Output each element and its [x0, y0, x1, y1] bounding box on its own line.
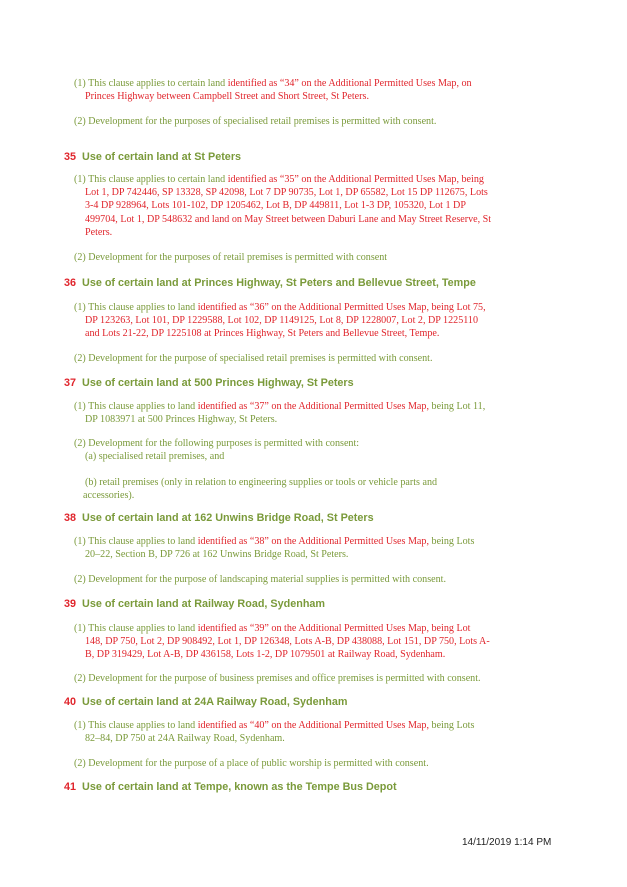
clause-37-title: Use of certain land at 500 Princes Highway, St Peters — [82, 377, 354, 389]
clause-34-sub1-lead: (1) This clause applies to certain land — [74, 78, 228, 89]
clause-37-paragraph-b-line1: (b) retail premises (only in relation to engineering supplies or tools or vehicle parts and — [85, 477, 438, 488]
clause-39-title: Use of certain land at Railway Road, Sydenham — [82, 598, 326, 610]
clause-41-number: 41 — [64, 781, 77, 793]
clause-40-heading — [64, 695, 347, 709]
clause-38-sub1-lead: (1) This clause applies to land — [74, 536, 198, 547]
clause-37-sub1-red: identified as “37” on the Additional Permitted Uses Map, — [197, 401, 429, 412]
clause-40-sub1-red: identified as “40” on the Additional Permitted Uses Map, — [197, 720, 429, 731]
clause-38-sub1-line2: 20–22, Section B, DP 726 at 162 Unwins Bridge Road, St Peters. — [85, 549, 349, 561]
clause-35-title: Use of certain land at St Peters — [82, 151, 242, 163]
clause-41-heading — [64, 780, 397, 794]
clause-38-sub1-tail: being Lots — [429, 536, 475, 547]
clause-40-sub1-line2: 82–84, DP 750 at 24A Railway Road, Sydenham. — [85, 733, 285, 745]
clause-35-subclause-2: (2) Development for the purposes of retail premises is permitted with consent — [74, 252, 388, 263]
clause-40-sub1-tail: being Lots — [429, 720, 475, 731]
clause-35-number: 35 — [64, 151, 77, 163]
clause-39-sub1-red-line1: identified as “39” on the Additional Permitted Uses Map, being Lot — [197, 623, 471, 634]
clause-35-sub1-red-line2: Lot 1, DP 742446, SP 13328, SP 42098, Lot 7 DP 90735, Lot 1, DP 65582, Lot 15 DP 112675, Lots — [85, 187, 488, 199]
clause-37-subclause-2: (2) Development for the following purposes is permitted with consent: — [74, 438, 360, 449]
clause-37-sub1-tail: being Lot 11, — [429, 401, 486, 412]
clause-40-subclause-2: (2) Development for the purpose of a place of public worship is permitted with consent. — [74, 758, 429, 769]
clause-38-heading — [64, 511, 374, 525]
clause-40-sub1-lead: (1) This clause applies to land — [74, 720, 198, 731]
clause-36-sub1-lead: (1) This clause applies to land — [74, 302, 198, 313]
clause-34-sub1-red-line2: Princes Highway between Campbell Street and Short Street, St Peters. — [85, 91, 369, 103]
clause-35-sub1-red-line5: Peters. — [85, 226, 113, 238]
clause-37-paragraph-a: (a) specialised retail premises, and — [85, 451, 225, 462]
clause-41-title: Use of certain land at Tempe, known as the Tempe Bus Depot — [82, 781, 397, 793]
clause-40-title: Use of certain land at 24A Railway Road, Sydenham — [82, 696, 348, 708]
clause-34-subclause-2: (2) Development for the purposes of specialised retail premises is permitted with consent. — [74, 116, 437, 127]
clause-38-number: 38 — [64, 512, 77, 524]
clause-38-title: Use of certain land at 162 Unwins Bridge Road, St Peters — [82, 512, 374, 524]
clause-35-sub1-red-line1: identified as “35” on the Additional Permitted Uses Map, being — [227, 174, 484, 185]
clause-39-sub1-lead: (1) This clause applies to land — [74, 623, 198, 634]
clause-35-sub1-red-line3: 3-4 DP 928964, Lots 101-102, DP 1205462, Lot B, DP 449811, Lot 1-3 DP, 105320, Lot 1 DP — [85, 200, 466, 212]
clause-37-number: 37 — [64, 377, 77, 389]
clause-35-sub1-red-line4: 499704, Lot 1, DP 548632 and land on May Street between Daburi Lane and May Street Reserve, St — [85, 213, 492, 225]
clause-38-sub1-red: identified as “38” on the Additional Permitted Uses Map, — [197, 536, 429, 547]
clause-36-subclause-2: (2) Development for the purpose of specialised retail premises is permitted with consent. — [74, 353, 433, 364]
clause-40-number: 40 — [64, 696, 77, 708]
clause-39-heading — [64, 597, 325, 611]
clause-36-subclause-1 — [74, 301, 486, 341]
clause-37-sub1-line2: DP 1083971 at 500 Princes Highway, St Peters. — [85, 414, 278, 426]
clause-39-sub1-red-line2: 148, DP 750, Lot 2, DP 908492, Lot 1, DP 126348, Lots A-B, DP 438088, Lot 151, DP 750, Lots A- — [85, 636, 490, 648]
clause-36-title: Use of certain land at Princes Highway, St Peters and Bellevue Street, Tempe — [82, 277, 476, 289]
clause-37-subclause-1 — [74, 400, 485, 426]
footer-timestamp: 14/11/2019 1:14 PM — [462, 837, 552, 848]
clause-37-heading — [64, 376, 354, 390]
clause-40-subclause-1 — [74, 719, 474, 745]
clause-34-sub1-red-line1: identified as “34” on the Additional Permitted Uses Map, on — [227, 78, 472, 89]
clause-39-sub1-red-line3: B, DP 319429, Lot A-B, DP 436158, Lots 1-2, DP 1079501 at Railway Road, Sydenham. — [85, 649, 446, 661]
clause-39-number: 39 — [64, 598, 77, 610]
clause-38-subclause-1 — [74, 535, 474, 561]
clause-37-sub1-lead: (1) This clause applies to land — [74, 401, 198, 412]
clause-36-number: 36 — [64, 277, 77, 289]
clause-34-subclause-1 — [74, 77, 472, 103]
clause-35-subclause-1 — [74, 173, 491, 239]
clause-38-subclause-2: (2) Development for the purpose of landscaping material supplies is permitted with consent. — [74, 574, 446, 585]
clause-36-heading — [64, 276, 476, 290]
clause-35-heading — [64, 150, 241, 164]
clause-36-sub1-red-line3: and Lots 21-22, DP 1225108 at Princes Highway, St Peters and Bellevue Street, Tempe. — [85, 328, 440, 340]
clause-35-sub1-lead: (1) This clause applies to certain land — [74, 174, 228, 185]
clause-37-paragraph-b-line2: accessories). — [83, 490, 135, 502]
clause-39-subclause-2: (2) Development for the purpose of business premises and office premises is permitted with consent. — [74, 673, 481, 684]
clause-39-subclause-1 — [74, 622, 490, 662]
clause-36-sub1-red-line2: DP 123263, Lot 101, DP 1229588, Lot 102, DP 1149125, Lot 8, DP 1228007, Lot 2, DP 1225110 — [85, 315, 479, 327]
clause-36-sub1-red-line1: identified as “36” on the Additional Permitted Uses Map, being Lot 75, — [197, 302, 486, 313]
clause-37-paragraph-b — [85, 476, 437, 502]
